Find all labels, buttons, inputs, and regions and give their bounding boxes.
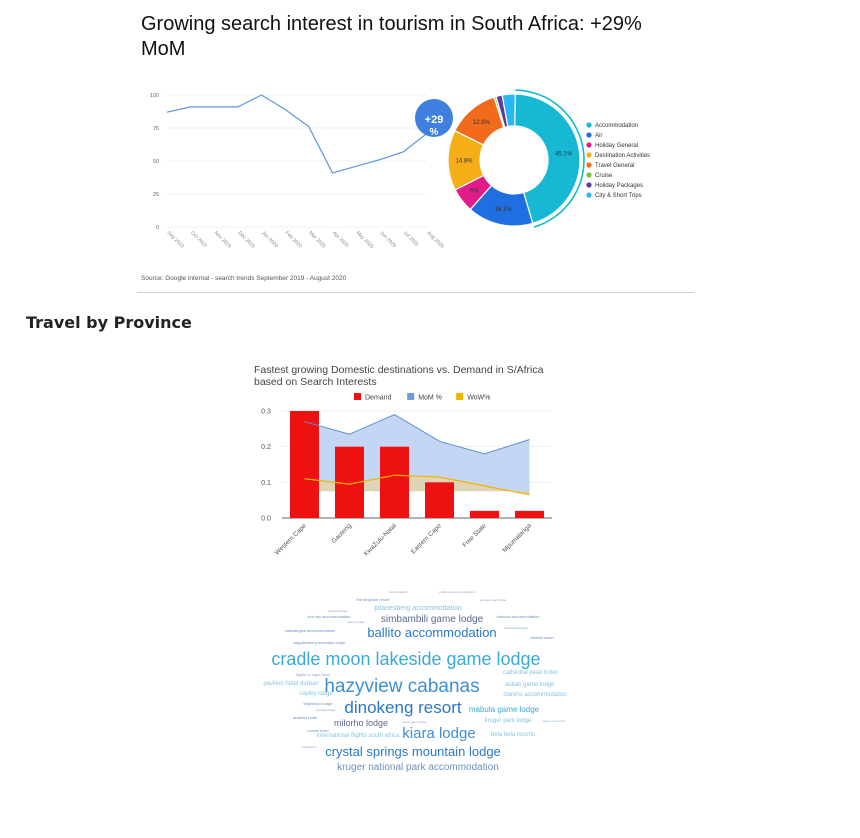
donut-legend-marker [586,172,591,177]
bar-chart-x-tick: Free State [461,522,488,549]
donut-legend-marker [586,142,591,147]
word-cloud-term: milorho lodge [333,718,389,728]
bar-chart-y-tick: 0.1 [261,479,271,487]
word-cloud-term: cathedral peak hotel [502,670,558,676]
donut-legend-label: Destination Activities [595,153,651,160]
search-interest-panel [137,74,694,294]
word-cloud-term: zimbali resort [530,635,554,640]
word-cloud-term: the kingdom resort [356,597,390,602]
line-chart-y-tick: 100 [149,93,159,99]
demand-bar [515,511,544,518]
word-cloud-term: leighwood lodge [303,701,333,706]
line-chart-x-tick: Nov 2019 [212,230,233,250]
donut-slice-label: 16.1% [494,206,512,213]
donut-legend-marker [586,122,591,127]
word-cloud-term: cape town resort [542,719,566,723]
word-cloud-term: pinnacle lodge [316,708,336,712]
word-cloud-term: pilanesberg accommodation [374,605,462,612]
demand-bar [380,447,409,518]
province-chart [250,358,580,568]
donut-legend-label: City & Short Trips [595,193,642,200]
word-cloud-term: clarens accommodation [503,692,567,698]
donut-slice-label: 6% [470,188,479,195]
bar-chart-legend-label: WoW% [467,394,491,402]
bar-chart-y-tick: 0.3 [261,408,271,416]
growth-badge-value: +29 [424,114,444,126]
line-chart-x-tick: Jan 2020 [260,230,279,249]
bar-chart-legend-label: MoM % [418,394,442,402]
search-interest-line-chart [150,93,445,250]
search-term-word-cloud [250,585,590,780]
line-chart-x-tick: May 2020 [354,230,375,250]
donut-legend-label: Travel General [595,163,635,170]
bar-chart-x-tick: Mpumalanga [501,522,533,554]
word-cloud-term: letamela lodge [328,609,348,613]
word-cloud-term: vijverstraat lodges [503,626,529,630]
donut-slice-label: 45.1% [555,151,573,158]
word-cloud-term: mabula game lodge [468,705,540,714]
line-chart-x-tick: Jul 2020 [401,230,420,248]
bar-chart-legend-swatch [456,393,463,400]
line-chart-y-tick: 0 [155,225,159,231]
donut-legend-label: Cruise [595,173,613,180]
bar-chart-y-tick: 0.0 [261,515,271,523]
bar-chart-x-tick: Eastern Cape [409,522,443,556]
word-cloud-term: askari game lodge [505,682,555,688]
bar-chart-legend-swatch [407,393,414,400]
line-chart-y-tick: 50 [152,159,159,165]
section-title: Travel by Province [26,313,192,332]
line-chart-x-tick: Apr 2020 [331,230,350,249]
word-cloud-term: kiara lodge [402,725,476,742]
word-cloud-term: tamboerskloof [388,590,408,594]
donut-legend-label: Holiday General [595,143,639,150]
word-cloud-term: ballito accommodation [367,625,497,640]
donut-legend-marker [586,152,591,157]
growth-badge-unit: % [429,127,439,138]
donut-slice-label: 12.8% [472,120,490,127]
word-cloud-term: mabalingwe accommodation [284,628,336,633]
line-chart-x-tick: Oct 2019 [189,230,208,249]
word-cloud-term: mkuze game lodge [401,720,427,724]
bar-chart-x-tick: Gauteng [330,522,353,546]
bar-chart-title-line: based on Search Interests [254,376,377,388]
word-cloud-term: dinokeng resort [344,698,462,717]
demand-bar [290,411,319,518]
donut-legend [586,122,650,199]
word-cloud-term: international flights south africa [316,733,400,739]
donut-slice-label: 14.8% [455,158,473,165]
demand-bar [470,511,499,518]
donut-legend-marker [586,192,591,197]
word-cloud-term: oudtshoorn [301,745,317,749]
category-donut-chart [448,90,584,227]
donut-legend-marker [586,182,591,187]
word-cloud-term: flights to cape town [295,672,331,677]
word-cloud-term: kruger park lodge [484,718,532,724]
word-cloud-term: bela bela resorts [490,732,536,738]
word-cloud-term: magaliesburg mountain lodge [292,640,346,645]
word-cloud-term: protea hotel [307,728,329,733]
donut-legend-marker [586,162,591,167]
page-headline: Growing search interest in tourism in South Africa: +29% MoM [141,13,642,60]
word-cloud-term: hazyview cabanas [324,676,480,697]
line-chart-x-tick: Feb 2020 [283,230,303,250]
source-note: Source: Google internal - search trends September 2019 - August 2020 [141,275,347,282]
word-cloud-term: cradle park accommodation [438,590,476,594]
province-bar-chart [254,364,552,558]
word-cloud-term: kruger national park accommodation [337,762,499,773]
growth-badge [415,99,453,138]
line-chart-x-tick: Sep 2019 [165,230,185,250]
word-cloud-term: pavilion hotel durban [263,681,319,687]
word-cloud-term: sun city accommodation [307,614,351,619]
donut-legend-label: Air [595,133,603,140]
line-chart-x-tick: Aug 2020 [425,230,445,250]
bar-chart-legend-label: Demand [365,394,392,402]
word-cloud-term: cradle moon lakeside game lodge [271,649,541,669]
bar-chart-title-line: Fastest growing Domestic destinations vs. Demand in S/Africa [254,364,544,376]
bar-chart-x-tick: Western Cape [273,522,308,557]
word-cloud-term: crystal springs mountain lodge [325,744,501,759]
line-chart-y-tick: 75 [152,126,159,132]
line-chart-x-tick: Mar 2020 [307,230,327,250]
section-divider [137,292,694,293]
line-chart-x-tick: Dec 2019 [236,230,256,250]
line-chart-y-tick: 25 [152,192,159,198]
line-chart-x-tick: Jun 2020 [378,230,398,249]
bar-chart-legend-swatch [354,393,361,400]
word-cloud-term: umngeni park lodge [479,598,507,602]
word-cloud-term: cayley lodge [299,691,333,697]
demand-bar [425,482,454,518]
word-cloud-term: simbambili game lodge [380,614,484,625]
bar-chart-x-tick: KwaZulu-Natal [362,522,398,558]
word-cloud-term: lapeng lodge [347,620,365,624]
bar-chart-title [254,364,544,388]
donut-legend-label: Accommodation [595,123,639,130]
donut-legend-label: Holiday Packages [595,183,644,190]
bar-chart-y-tick: 0.2 [261,444,271,452]
donut-legend-marker [586,132,591,137]
word-cloud-term: arabella hotel [292,715,318,720]
word-cloud-term: harbour accommodation [496,614,540,619]
